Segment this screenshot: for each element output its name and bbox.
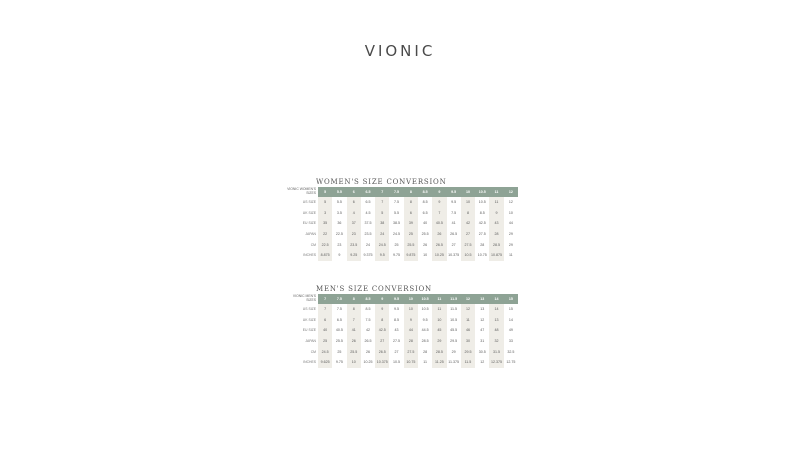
table-cell: 7.5 [332, 304, 346, 315]
table-cell: 28 [418, 346, 432, 357]
table-cell: 26 [347, 336, 361, 347]
table-cell: 10 [432, 315, 446, 326]
table-cell: 39 [404, 218, 418, 229]
table-cell: 4 [347, 208, 361, 219]
table-cell: 26.5 [432, 239, 446, 250]
women-header-row [286, 187, 518, 197]
table-cell: 49 [504, 325, 518, 336]
men-size-header: 14 [489, 294, 503, 304]
table-cell: 22.5 [332, 229, 346, 240]
table-cell: 36 [332, 218, 346, 229]
table-row [286, 229, 518, 240]
table-cell: 10 [404, 304, 418, 315]
women-header-label: VIONIC WOMEN'S SIZES [287, 187, 316, 195]
table-cell: 10 [461, 197, 475, 208]
men-size-header: 7.5 [332, 294, 346, 304]
table-cell: 9 [404, 315, 418, 326]
table-cell: 23 [332, 239, 346, 250]
table-cell: 48 [489, 325, 503, 336]
table-cell: 26.5 [375, 346, 389, 357]
table-cell: 42.5 [475, 218, 489, 229]
table-cell: 8.5 [389, 315, 403, 326]
table-cell: 9.625 [318, 357, 332, 368]
table-cell: 7.5 [361, 315, 375, 326]
table-cell: 10.5 [461, 250, 475, 261]
table-cell: 45 [432, 325, 446, 336]
table-cell: 6 [404, 208, 418, 219]
table-cell: 28 [404, 336, 418, 347]
table-row [286, 315, 518, 326]
table-cell: 25.5 [418, 229, 432, 240]
table-cell: 38 [375, 218, 389, 229]
table-cell: 31 [475, 336, 489, 347]
table-cell: 8 [375, 315, 389, 326]
table-cell: 9.5 [375, 250, 389, 261]
table-cell: 42.5 [375, 325, 389, 336]
table-cell: 6 [318, 315, 332, 326]
table-cell: 27 [461, 229, 475, 240]
row-label: EU SIZE [302, 221, 316, 226]
table-cell: 11 [432, 304, 446, 315]
women-size-header: 5.5 [332, 187, 346, 197]
table-cell: 40 [318, 325, 332, 336]
table-cell: 45.5 [447, 325, 461, 336]
table-cell: 5.5 [389, 208, 403, 219]
men-size-header: 7 [318, 294, 332, 304]
men-size-header: 9 [375, 294, 389, 304]
table-cell: 27.5 [404, 346, 418, 357]
table-cell: 10.25 [432, 250, 446, 261]
table-row [286, 357, 518, 368]
table-cell: 28 [489, 229, 503, 240]
table-cell: 44 [504, 218, 518, 229]
women-size-header: 5 [318, 187, 332, 197]
row-label: US SIZE [302, 307, 316, 312]
table-cell: 28.5 [418, 336, 432, 347]
table-cell: 12 [461, 304, 475, 315]
row-label: JAPAN [305, 232, 316, 237]
table-cell: 32.5 [504, 346, 518, 357]
table-row [286, 346, 518, 357]
table-cell: 24 [361, 239, 375, 250]
table-cell: 25 [332, 346, 346, 357]
table-cell: 11.5 [447, 304, 461, 315]
row-label: INCHES [303, 360, 316, 365]
table-cell: 9 [432, 197, 446, 208]
row-label: US SIZE [302, 200, 316, 205]
table-cell: 9 [375, 304, 389, 315]
women-size-header: 7 [375, 187, 389, 197]
table-cell: 14 [489, 304, 503, 315]
men-size-header: 11 [432, 294, 446, 304]
table-cell: 24.5 [318, 346, 332, 357]
table-cell: 40 [418, 218, 432, 229]
table-cell: 24.5 [389, 229, 403, 240]
table-cell: 7 [318, 304, 332, 315]
table-cell: 26.5 [361, 336, 375, 347]
table-cell: 6 [347, 197, 361, 208]
table-cell: 46 [461, 325, 475, 336]
table-cell: 29.5 [447, 336, 461, 347]
table-cell: 44 [404, 325, 418, 336]
table-cell: 6.5 [361, 197, 375, 208]
table-cell: 40.5 [332, 325, 346, 336]
women-size-header: 9.5 [447, 187, 461, 197]
table-cell: 11.375 [447, 357, 461, 368]
table-cell: 41 [347, 325, 361, 336]
table-cell: 9.375 [361, 250, 375, 261]
table-cell: 9.875 [404, 250, 418, 261]
table-cell: 6.5 [332, 315, 346, 326]
table-cell: 27 [375, 336, 389, 347]
table-cell: 12.75 [504, 357, 518, 368]
table-cell: 25 [389, 239, 403, 250]
table-cell: 12 [475, 315, 489, 326]
table-cell: 3 [318, 208, 332, 219]
women-size-header: 11 [489, 187, 503, 197]
table-row [286, 325, 518, 336]
table-cell: 25.5 [332, 336, 346, 347]
table-cell: 7.5 [389, 197, 403, 208]
table-cell: 5.5 [332, 197, 346, 208]
table-cell: 26.5 [447, 229, 461, 240]
men-size-header: 10 [404, 294, 418, 304]
table-cell: 10.75 [404, 357, 418, 368]
men-size-section [286, 285, 518, 368]
table-cell: 27.5 [461, 239, 475, 250]
table-cell: 10.5 [475, 197, 489, 208]
table-cell: 10.5 [447, 315, 461, 326]
men-size-header: 9.5 [389, 294, 403, 304]
table-cell: 9.5 [447, 197, 461, 208]
women-size-header: 9 [432, 187, 446, 197]
table-cell: 43 [489, 218, 503, 229]
women-size-header: 7.5 [389, 187, 403, 197]
table-cell: 30.5 [475, 346, 489, 357]
table-cell: 25 [318, 336, 332, 347]
table-cell: 7 [432, 208, 446, 219]
men-size-header: 8.5 [361, 294, 375, 304]
table-cell: 15 [504, 304, 518, 315]
table-cell: 6.5 [418, 208, 432, 219]
table-cell: 8 [347, 304, 361, 315]
row-label: JAPAN [305, 339, 316, 344]
table-cell: 10.375 [375, 357, 389, 368]
table-row [286, 208, 518, 219]
table-cell: 11.5 [461, 357, 475, 368]
table-cell: 10.875 [489, 250, 503, 261]
men-size-header: 10.5 [418, 294, 432, 304]
table-cell: 11.25 [432, 357, 446, 368]
men-header-row [286, 294, 518, 304]
table-cell: 9.5 [418, 315, 432, 326]
table-cell: 38.5 [389, 218, 403, 229]
table-cell: 27.5 [389, 336, 403, 347]
table-cell: 44.5 [418, 325, 432, 336]
table-cell: 27 [447, 239, 461, 250]
table-row [286, 218, 518, 229]
men-size-header: 13 [475, 294, 489, 304]
table-row [286, 250, 518, 261]
table-cell: 11 [504, 250, 518, 261]
table-cell: 41 [447, 218, 461, 229]
table-cell: 9.75 [389, 250, 403, 261]
table-cell: 37.5 [361, 218, 375, 229]
table-cell: 5 [375, 208, 389, 219]
women-size-header: 10.5 [475, 187, 489, 197]
table-cell: 7.5 [447, 208, 461, 219]
table-cell: 11 [461, 315, 475, 326]
table-cell: 9.75 [332, 357, 346, 368]
table-cell: 14 [504, 315, 518, 326]
table-row [286, 197, 518, 208]
women-size-section [286, 178, 518, 261]
table-cell: 8.5 [361, 304, 375, 315]
table-cell: 13 [489, 315, 503, 326]
table-cell: 25.5 [404, 239, 418, 250]
table-cell: 8.5 [418, 197, 432, 208]
table-cell: 23 [347, 229, 361, 240]
women-size-header: 8.5 [418, 187, 432, 197]
brand-logo: VIONIC [364, 42, 436, 60]
table-cell: 9 [489, 208, 503, 219]
table-cell: 10 [347, 357, 361, 368]
table-cell: 7 [347, 315, 361, 326]
table-cell: 43 [389, 325, 403, 336]
table-cell: 26 [432, 229, 446, 240]
table-cell: 31.5 [489, 346, 503, 357]
table-cell: 29.5 [461, 346, 475, 357]
table-cell: 27 [389, 346, 403, 357]
table-cell: 5 [318, 197, 332, 208]
table-cell: 29 [504, 239, 518, 250]
table-cell: 10 [504, 208, 518, 219]
men-size-table [286, 294, 518, 368]
table-cell: 37 [347, 218, 361, 229]
row-label: UK SIZE [302, 210, 316, 215]
women-size-header: 6.5 [361, 187, 375, 197]
table-cell: 42 [361, 325, 375, 336]
table-cell: 27.5 [475, 229, 489, 240]
row-label: INCHES [303, 253, 316, 258]
row-label: CM [310, 349, 316, 354]
men-size-title: MEN'S SIZE CONVERSION [316, 285, 432, 293]
women-size-header: 8 [404, 187, 418, 197]
table-cell: 22 [318, 229, 332, 240]
table-cell: 29 [504, 229, 518, 240]
men-size-header: 15 [504, 294, 518, 304]
table-cell: 28.5 [432, 346, 446, 357]
table-cell: 29 [447, 346, 461, 357]
row-label: CM [310, 242, 316, 247]
women-size-title: WOMEN'S SIZE CONVERSION [316, 178, 447, 186]
table-row [286, 304, 518, 315]
table-cell: 8.875 [318, 250, 332, 261]
table-cell: 23.5 [361, 229, 375, 240]
table-cell: 9.5 [389, 304, 403, 315]
table-cell: 10.75 [475, 250, 489, 261]
women-size-table [286, 187, 518, 261]
table-cell: 10.5 [389, 357, 403, 368]
women-size-header: 10 [461, 187, 475, 197]
table-cell: 32 [489, 336, 503, 347]
men-size-header: 12 [461, 294, 475, 304]
table-cell: 8.5 [475, 208, 489, 219]
table-cell: 29 [432, 336, 446, 347]
table-row [286, 239, 518, 250]
table-cell: 9 [332, 250, 346, 261]
table-cell: 25.5 [347, 346, 361, 357]
table-cell: 24.5 [375, 239, 389, 250]
table-cell: 30 [461, 336, 475, 347]
men-header-label: VIONIC MEN'S SIZES [286, 294, 318, 304]
table-cell: 8 [404, 197, 418, 208]
table-cell: 12.375 [489, 357, 503, 368]
table-cell: 10 [418, 250, 432, 261]
table-cell: 4.5 [361, 208, 375, 219]
table-cell: 25 [404, 229, 418, 240]
men-size-header: 8 [347, 294, 361, 304]
men-size-header: 11.5 [447, 294, 461, 304]
table-cell: 35 [318, 218, 332, 229]
table-cell: 26 [418, 239, 432, 250]
table-cell: 8 [461, 208, 475, 219]
table-cell: 28 [475, 239, 489, 250]
table-cell: 40.5 [432, 218, 446, 229]
table-cell: 10.5 [418, 304, 432, 315]
table-cell: 33 [504, 336, 518, 347]
table-cell: 11 [489, 197, 503, 208]
table-cell: 11 [418, 357, 432, 368]
table-cell: 47 [475, 325, 489, 336]
women-size-header: 6 [347, 187, 361, 197]
table-cell: 28.5 [489, 239, 503, 250]
row-label: UK SIZE [302, 317, 316, 322]
table-cell: 3.5 [332, 208, 346, 219]
table-cell: 10.25 [361, 357, 375, 368]
table-cell: 12 [475, 357, 489, 368]
table-cell: 7 [375, 197, 389, 208]
women-size-header: 12 [504, 187, 518, 197]
table-cell: 9.25 [347, 250, 361, 261]
table-cell: 12 [504, 197, 518, 208]
table-row [286, 336, 518, 347]
row-label: EU SIZE [302, 328, 316, 333]
table-cell: 23.5 [347, 239, 361, 250]
table-cell: 42 [461, 218, 475, 229]
table-cell: 10.375 [447, 250, 461, 261]
table-cell: 13 [475, 304, 489, 315]
table-cell: 26 [361, 346, 375, 357]
table-cell: 22.5 [318, 239, 332, 250]
table-cell: 24 [375, 229, 389, 240]
